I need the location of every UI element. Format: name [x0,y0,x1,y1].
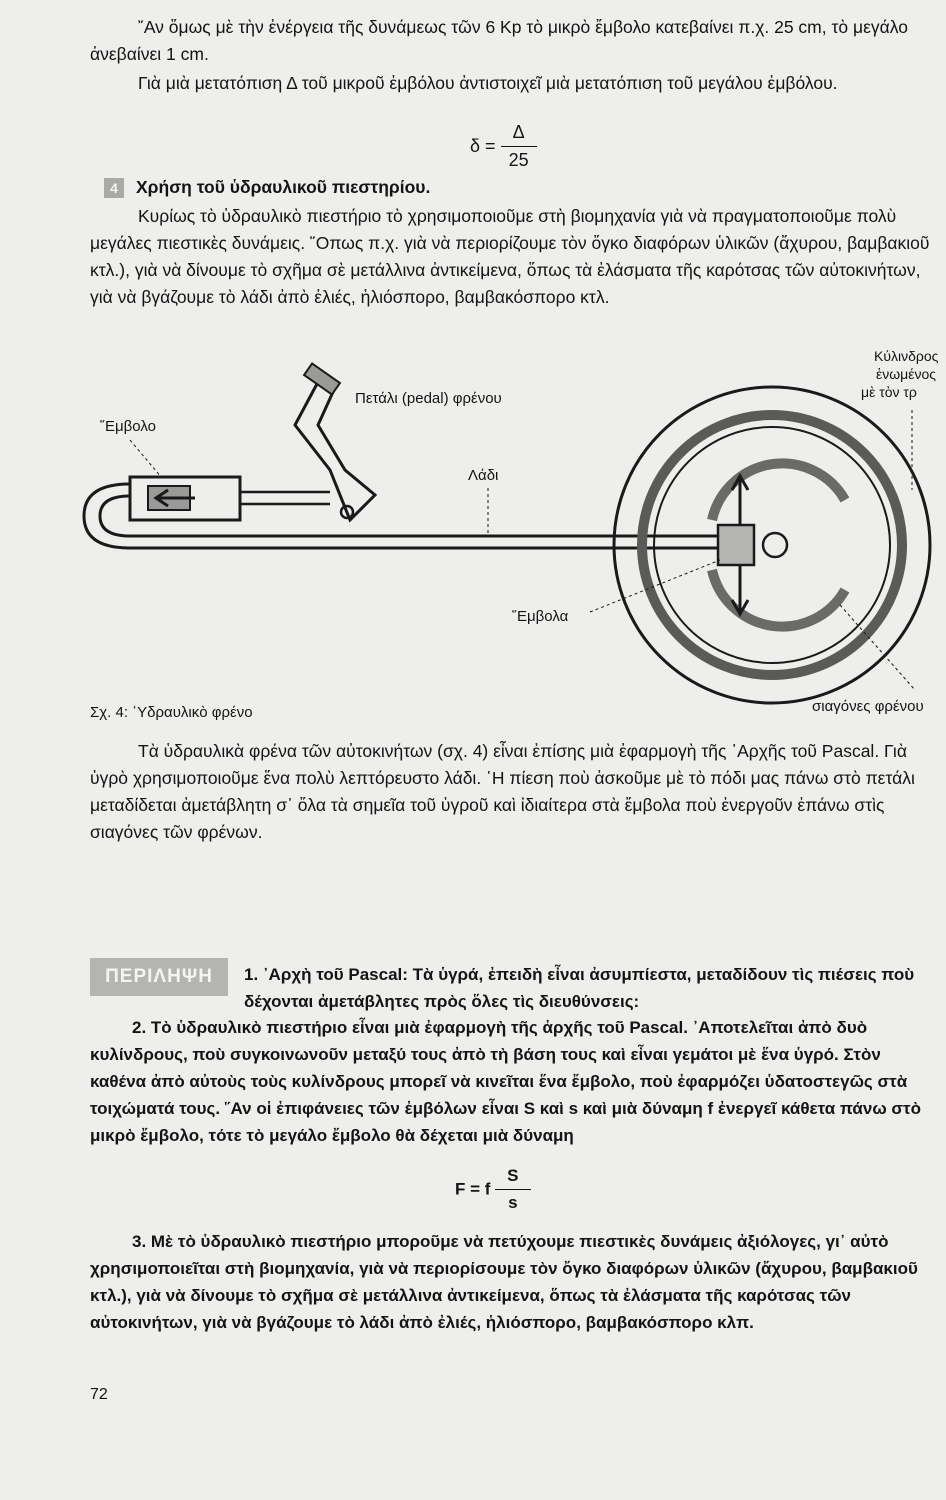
summary-item-1: 1. ᾿Αρχὴ τοῦ Pascal: Τὰ ὑγρά, ἐπειδὴ εἶναι ἀσυμπίεστα, μεταδίδουν τὶς πιέσεις ποὺ δέχονται ἀμετάβλητες πρὸς ὅλες τὶς διευθύνσεις: [244,965,915,1011]
axle [763,533,787,557]
paragraph-stroke: ῎Αν ὅμως μὲ τὴν ἐνέργεια τῆς δυνάμεως τῶν 6 Kp τὸ μικρὸ ἔμβολο κατεβαίνει π.χ. 25 cm, τὸ μεγάλο ἀνεβαίνει 1 cm. [90,17,908,64]
equation-denominator: 25 [508,150,529,170]
label-cylinder-line2: ἑνωμένος [876,366,937,382]
section-number-badge: 4 [104,178,124,198]
label-cylinder-line1: Κύλινδρος [874,348,939,364]
brake-drum [614,387,930,703]
label-cylinder-line3: μὲ τὸν τρ [861,384,917,400]
paragraph-displacement: Γιὰ μιὰ μετατόπιση Δ τοῦ μικροῦ ἐμβόλου ἀντιστοιχεῖ μιὰ μετατόπιση τοῦ μεγάλου ἐμβόλου. [138,73,838,93]
summary-label: ΠΕΡΙΛΗΨΗ [90,958,228,996]
force-numerator: S [495,1166,530,1190]
brake-shoe-lower [712,570,845,627]
brake-drum-inner [642,415,902,675]
section-title: Χρήση τοῦ ὑδραυλικοῦ πιεστηρίου. [136,177,431,197]
summary-item-2: 2. Τὸ ὑδραυλικὸ πιεστήριο εἶναι μιὰ ἐφαρμογὴ τῆς ἀρχῆς τοῦ Pascal. ᾿Αποτελεῖται ἀπὸ δυὸ κυλίνδρους, ποὺ συγκοινωνοῦν μεταξύ τους ἀπὸ τὴ βάση τους καὶ εἶναι γεμάτοι μὲ ἕνα ὑγρό. Στὸν καθένα ἀπὸ αὐτοὺς τοὺς κυλίνδρους μπορεῖ νὰ κινεῖται ἕνα ἔμβολο, ποὺ ἐφαρμόζει ὑδατοστεγῶς στὰ τοιχώματά τους. ῞Αν οἱ ἐπιφάνειες τῶν ἐμβόλων εἶναι S καὶ s καὶ μιὰ δύναμη f ἐνεργεῖ κάθετα πάνω στὸ μικρὸ ἔμβολο, τότε τὸ μεγάλο ἔμβολο θὰ δέχεται μιὰ δύναμη [90,1018,922,1145]
master-rod [240,492,330,504]
wheel-piston-down-arrow-icon [732,565,748,614]
section-paragraph: Κυρίως τὸ ὑδραυλικὸ πιεστήριο τὸ χρησιμοποιοῦμε στὴ βιομηχανία γιὰ νὰ πραγματοποιοῦμε πολὺ μεγάλες πιεστικὲς δυνάμεις. ῞Οπως π.χ. γιὰ νὰ περιορίζουμε τὸν ὄγκο διαφόρων ὑλικῶν (ἄχυρου, βαμβακιοῦ κτλ.), γιὰ νὰ δίνουμε τὸ σχῆμα σὲ μετάλλινα ἀντικείμενα, ὅπως τὰ ἐλάσματα τῆς καρότσας τῶν αὐτοκινήτων, γιὰ νὰ βγάζουμε τὸ λάδι ἀπὸ ἐλιές, ἡλιόσπορο, βαμβακόσπορο κτλ. [90,206,930,307]
label-brake-pedal: Πετάλι (pedal) φρένου [355,390,502,407]
label-master-piston: ῞Εμβολο [100,418,156,435]
force-fraction [495,1166,530,1213]
brake-shoe-upper [712,463,845,520]
equation-numerator: Δ [501,122,537,147]
summary-item-3: 3. Μὲ τὸ ὑδραυλικὸ πιεστήριο μποροῦμε νὰ πετύχουμε πιεστικὲς δυνάμεις ἀξιόλογες, γι᾿ αὐτὸ χρησιμοποιεῖται στὴ βιομηχανία, γιὰ νὰ περιορίσουμε τὸν ὄγκο διαφόρων ὑλικῶν (ἄχυρου, βαμβακιοῦ κτλ.), γιὰ νὰ δίνουμε τὸ σχῆμα σὲ μετάλλινα ἀντικείμενα, ὅπως τὰ ἐλάσματα τῆς καρότσας τῶν αὐτοκινήτων, γιὰ νὰ βγάζουμε τὸ λάδι ἀπὸ ἐλιές, ἡλιόσπορο, βαμβακόσπορο κλπ. [90,1232,918,1332]
force-denominator: s [508,1193,518,1212]
pedal-pad [304,364,340,395]
force-equation-lhs: F = f [455,1179,491,1199]
figure-caption: Σχ. 4: ῾Υδραυλικὸ φρένο [90,704,253,721]
label-brake-jaws: σιαγόνες φρένου [812,698,924,715]
brake-paragraph [90,738,936,846]
label-wheel-pistons: ῞Εμβολα [512,608,569,625]
wheel-cylinder [718,525,754,565]
page-number: 72 [90,1386,108,1403]
equation-lhs: δ = [470,136,496,156]
wheel-piston-up-arrow-icon [732,476,748,525]
equation-force [455,1166,531,1213]
label-oil: Λάδι [468,467,499,484]
brake-paragraph-text: Τὰ ὑδραυλικὰ φρένα τῶν αὐτοκινήτων (σχ. 4) εἶναι ἐπίσης μιὰ ἐφαρμογὴ τῆς ᾿Αρχῆς τοῦ Pascal. Γιὰ ὑγρὸ χρησιμοποιοῦμε ἕνα πολὺ λεπτόρευστο λάδι. ῾Η πίεση ποὺ ἀσκοῦμε μὲ τὸ πόδι μας πάνω στὸ πετάλι μεταδίδεται ἀμετάβλητη σ᾿ ὅλα τὰ σημεῖα τοῦ ὑγροῦ καὶ ἰδιαίτερα στὰ ἔμβολα ποὺ ἐνεργοῦν ἐπάνω στὶς σιαγόνες τῶν φρένων. [90,741,915,842]
